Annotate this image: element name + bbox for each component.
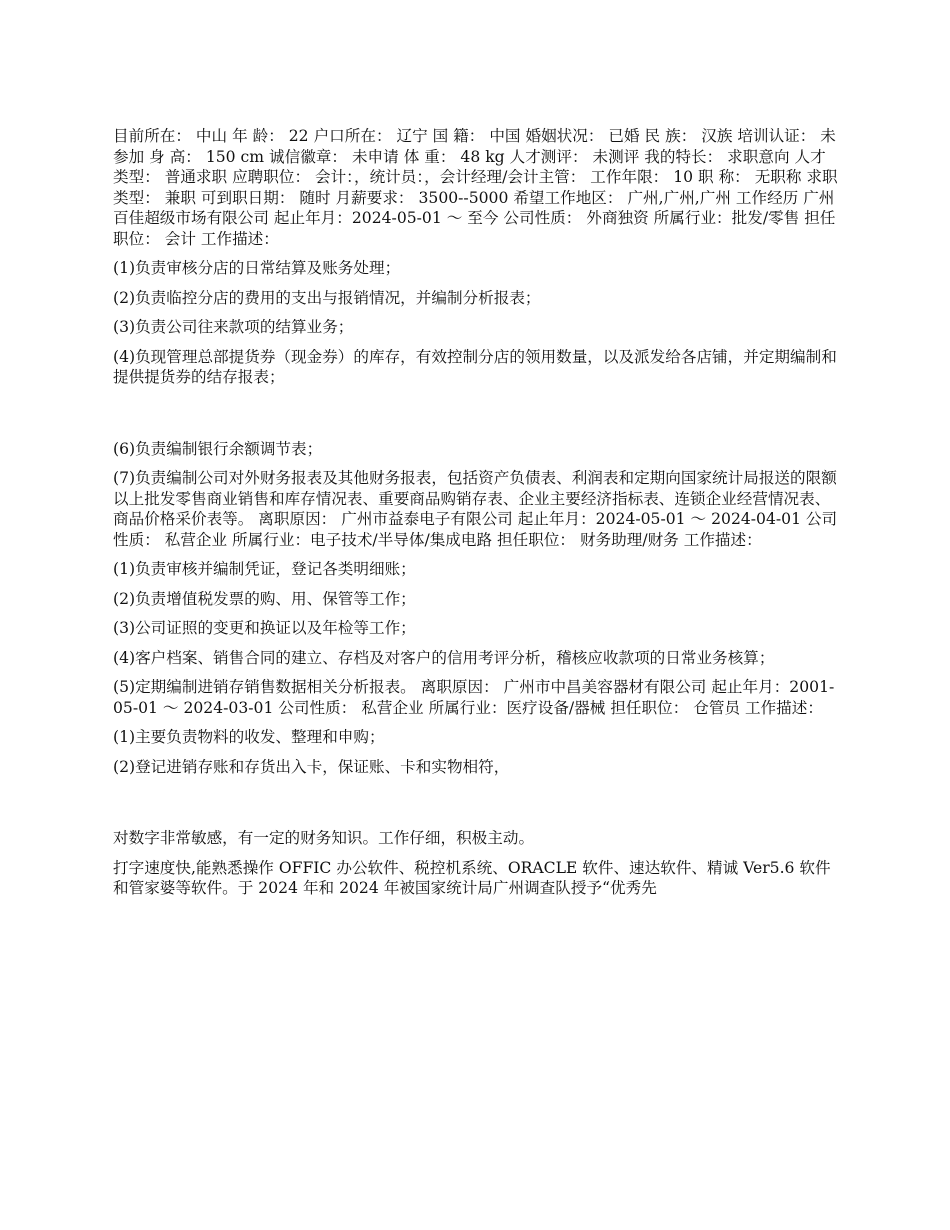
job-duty-paragraph: (5)定期编制进销存销售数据相关分析报表。 离职原因： 广州市中昌美容器材有限公司 起止年月：2001-05-01 ～ 2024-03-01 公司性质： 私营企业 所属行业：医疗设备/器械 担任职位： 仓管员 工作描述： <box>113 678 835 717</box>
job-duty-paragraph: (1)负责审核并编制凭证，登记各类明细账； <box>113 560 416 578</box>
job-duty-paragraph: (2)负责增值税发票的购、用、保管等工作； <box>113 589 416 608</box>
job-duty-paragraph: (4)客户档案、销售合同的建立、存档及对客户的信用考评分析，稽核应收款项的日常业务核算； <box>113 648 775 667</box>
self-evaluation-paragraph: 对数字非常敏感，有一定的财务知识。工作仔细，积极主动。 <box>113 829 535 847</box>
job-duty-paragraph: (3)负责公司往来款项的结算业务； <box>113 318 354 336</box>
resume-document <box>113 126 840 899</box>
job-duty-paragraph: (2)登记进销存账和存货出入卡，保证账、卡和实物相符， <box>113 757 510 776</box>
job-duty-paragraph: (3)公司证照的变更和换证以及年检等工作； <box>113 619 416 637</box>
skills-paragraph: 打字速度快,能熟悉操作 OFFIC 办公软件、税控机系统、ORACLE 软件、速达软件、精诚 Ver5.6 软件和管家婆等软件。于 2024 年和 2024 年被国家统计局广州调查队授予“优秀先 <box>113 858 831 897</box>
job-duty-paragraph: (7)负责编制公司对外财务报表及其他财务报表，包括资产负债表、利润表和定期向国家统计局报送的限额以上批发零售商业销售和库存情况表、重要商品购销存表、企业主要经济指标表、连锁企业经营情况表、商品价格采价表等。 离职原因： 广州市益泰电子有限公司 起止年月：2024-05-01 ～ 2024-04-01 公司性质： 私营企业 所属行业：电子技术/半导体/集成电路 担任职位： 财务助理/财务 工作描述： <box>113 469 838 549</box>
job-duty-paragraph: (2)负责临控分店的费用的支出与报销情况，并编制分析报表； <box>113 288 541 307</box>
job-duty-paragraph: (1)负责审核分店的日常结算及账务处理； <box>113 259 401 277</box>
profile-summary-paragraph: 目前所在： 中山 年 龄： 22 户口所在： 辽宁 国 籍： 中国 婚姻状况： 已婚 民 族： 汉族 培训认证： 未参加 身 高： 150 cm 诚信徽章： 未申请 体 重： 48 kg 人才测评： 未测评 我的特长： 求职意向 人才类型： 普通求职 应聘职位： 会计：，统计员：，会计经理/会计主管： 工作年限： 10 职 称： 无职称 求职类型： 兼职 可到职日期： 随时 月薪要求： 3500--5000 希望工作地区： 广州,广州,广州 工作经历 广州百佳超级市场有限公司 起止年月：2024-05-01 ～ 至今 公司性质： 外商独资 所属行业：批发/零售 担任职位： 会计 工作描述： <box>113 127 838 248</box>
job-duty-paragraph: (4)负现管理总部提货券（现金券）的库存，有效控制分店的领用数量，以及派发给各店铺，并定期编制和提供提货券的结存报表； <box>113 347 837 386</box>
job-duty-paragraph: (1)主要负责物料的收发、整理和申购； <box>113 728 385 746</box>
job-duty-paragraph: (6)负责编制银行余额调节表； <box>113 439 323 458</box>
